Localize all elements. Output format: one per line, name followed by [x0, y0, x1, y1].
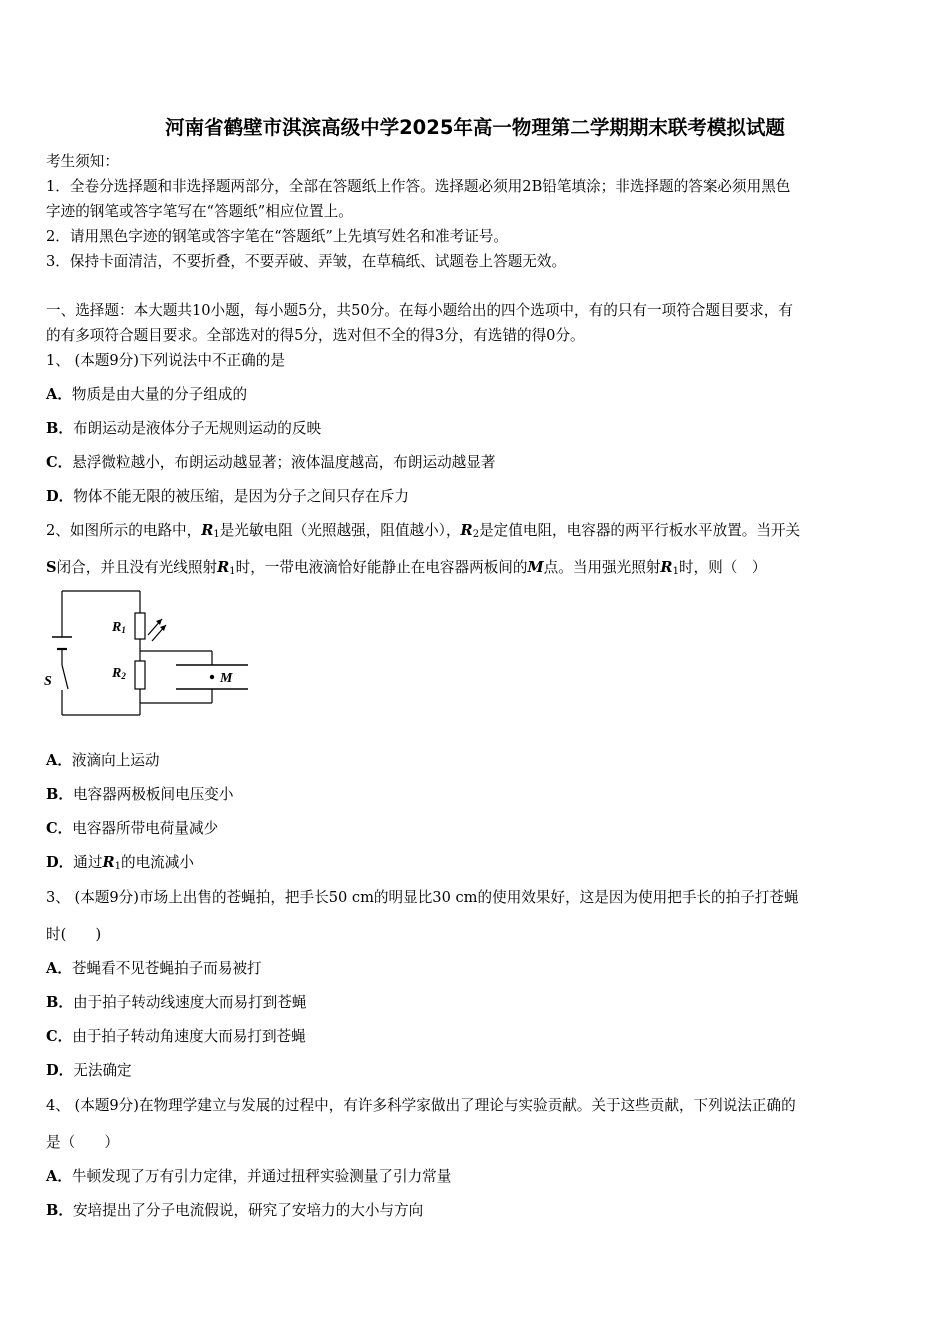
option-text: 通过: [73, 854, 103, 871]
notice-item: 2．请用黑色字迹的钢笔或答字笔在“答题纸”上先填写姓名和准考证号。: [46, 228, 509, 245]
option-letter: A．: [46, 960, 72, 977]
stem-text: 是光敏电阻（光照越强，阻值越小），: [219, 522, 461, 539]
option-letter: C．: [46, 454, 73, 471]
droplet-dot: [210, 675, 214, 679]
option-letter: B．: [46, 994, 73, 1011]
option-text: 悬浮微粒越小，布朗运动越显著；液体温度越高，布朗运动越显著: [72, 454, 496, 471]
resistor-r1: [135, 613, 145, 639]
question-3-option-a: [46, 959, 908, 979]
option-letter: C．: [46, 1028, 73, 1045]
label-r2: R2: [112, 666, 126, 681]
question-3-stem-line1: 3、 (本题9分)市场上出售的苍蝇拍，把手长50 cm的明显比30 cm的使用效果好，这是因为使用把手长的拍子打苍蝇: [46, 889, 799, 906]
section-intro: 一、选择题：本大题共10小题，每小题5分，共50分。在每小题给出的四个选项中，有的只有一项符合题目要求，有: [46, 302, 793, 319]
option-text: 电容器两极板间电压变小: [72, 786, 234, 803]
option-text: 布朗运动是液体分子无规则运动的反映: [72, 420, 322, 437]
symbol-r: R: [660, 559, 673, 576]
subscript: 2: [472, 529, 480, 540]
notice-item: 3．保持卡面清洁，不要折叠，不要弄破、弄皱，在草稿纸、试题卷上答题无效。: [46, 253, 567, 270]
option-text: 液滴向上运动: [71, 752, 160, 769]
option-letter: D．: [46, 488, 74, 505]
symbol-m: M: [527, 559, 544, 576]
subscript: 1: [672, 566, 679, 577]
page-title: 河南省鹤壁市淇滨高级中学2025年高一物理第二学期期末联考模拟试题: [165, 116, 785, 139]
question-2-option-b: [46, 785, 908, 805]
question-2-stem-line2: [46, 558, 908, 582]
question-2-option-d: [46, 853, 908, 877]
option-letter: A．: [46, 386, 72, 403]
subscript: 1: [114, 861, 121, 872]
question-3-stem-line2: 时( ): [46, 926, 102, 943]
question-2-option-a: [46, 751, 908, 771]
stem-text: 时，则（ ）: [678, 559, 767, 576]
stem-text: 时，一带电液滴恰好能静止在电容器两板间的: [235, 559, 528, 576]
question-3-option-b: [46, 993, 908, 1013]
option-text: 由于拍子转动角速度大而易打到苍蝇: [72, 1028, 306, 1045]
symbol-r: R: [460, 522, 473, 539]
option-letter: C．: [46, 820, 73, 837]
label-m: M: [220, 671, 233, 686]
question-4-stem-line2: 是（ ）: [46, 1134, 119, 1151]
notice-item: 1．全卷分选择题和非选择题两部分，全部在答题纸上作答。选择题必须用2B铅笔填涂；非选择题的答案必须用黑色: [46, 178, 791, 195]
option-text: 物质是由大量的分子组成的: [71, 386, 248, 403]
subscript: 1: [213, 529, 220, 540]
symbol-s: S: [46, 559, 57, 576]
switch-blade: [62, 665, 68, 689]
option-letter: D．: [46, 854, 74, 871]
section-intro: 的有多项符合题目要求。全部选对的得5分，选对但不全的得3分，有选错的得0分。: [46, 327, 585, 344]
symbol-r: R: [102, 854, 115, 871]
question-2-option-c: [46, 819, 908, 839]
question-4-option-b: [46, 1201, 908, 1221]
stem-text: 是定值电阻，电容器的两平行板水平放置。当开关: [479, 522, 801, 539]
option-text: 安培提出了分子电流假说，研究了安培力的大小与方向: [72, 1202, 424, 1219]
option-text: 的电流减小: [120, 854, 194, 871]
option-letter: A．: [46, 752, 72, 769]
question-1-option-d: [46, 487, 908, 507]
question-1-stem: 1、 (本题9分)下列说法中不正确的是: [46, 352, 285, 369]
option-letter: B．: [46, 1202, 73, 1219]
notice-item: 字迹的钢笔或答字笔写在“答题纸”相应位置上。: [46, 203, 353, 220]
question-1-option-a: [46, 385, 908, 405]
symbol-r: R: [217, 559, 230, 576]
label-r1: R1: [112, 620, 126, 635]
question-1-option-c: [46, 453, 908, 473]
option-letter: B．: [46, 420, 73, 437]
option-text: 苍蝇看不见苍蝇拍子而易被打: [71, 960, 262, 977]
option-text: 无法确定: [73, 1062, 132, 1079]
option-text: 电容器所带电荷量减少: [72, 820, 219, 837]
symbol-r: R: [201, 522, 214, 539]
stem-text: 点。当用强光照射: [543, 559, 661, 576]
option-text: 由于拍子转动线速度大而易打到苍蝇: [72, 994, 307, 1011]
question-4-option-a: [46, 1167, 908, 1187]
option-letter: B．: [46, 786, 73, 803]
label-s: S: [44, 674, 52, 689]
question-1-option-b: [46, 419, 908, 439]
option-letter: A．: [46, 1168, 72, 1185]
question-4-stem-line1: 4、 (本题9分)在物理学建立与发展的过程中，有许多科学家做出了理论与实验贡献。关于这些贡献，下列说法正确的: [46, 1097, 796, 1114]
option-text: 物体不能无限的被压缩，是因为分子之间只存在斥力: [73, 488, 409, 505]
circuit-diagram: [40, 585, 260, 725]
question-3-option-c: [46, 1027, 908, 1047]
option-text: 牛顿发现了万有引力定律，并通过扭秤实验测量了引力常量: [71, 1168, 452, 1185]
stem-text: 2、如图所示的电路中，: [46, 522, 202, 539]
question-2-stem-line1: [46, 521, 908, 545]
notice-heading: 考生须知：: [46, 153, 119, 170]
subscript: 1: [229, 566, 236, 577]
resistor-r2: [135, 661, 145, 689]
stem-text: 闭合，并且没有光线照射: [56, 559, 218, 576]
question-3-option-d: [46, 1061, 908, 1081]
option-letter: D．: [46, 1062, 74, 1079]
